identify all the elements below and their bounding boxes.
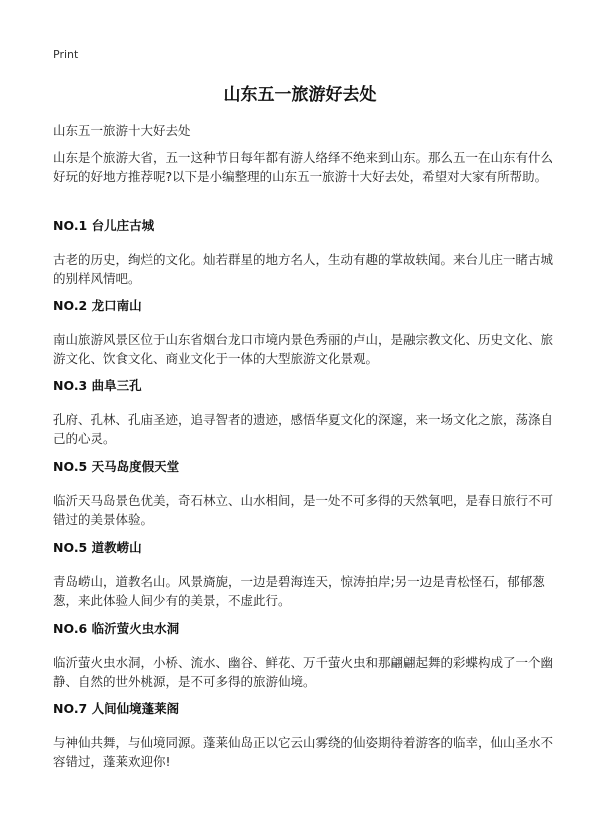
section-heading: NO.3 曲阜三孔 bbox=[53, 378, 142, 393]
section-body: 临沂天马岛景色优美，奇石林立、山水相间，是一处不可多得的天然氧吧，是春日旅行不可错过的美景体验。 bbox=[53, 493, 554, 527]
section-heading: NO.5 天马岛度假天堂 bbox=[53, 459, 180, 474]
print-link[interactable]: Print bbox=[53, 48, 79, 61]
section-item bbox=[53, 699, 553, 771]
section-item bbox=[53, 538, 553, 610]
section-heading: NO.1 台儿庄古城 bbox=[53, 218, 155, 233]
section-body: 青岛崂山，道教名山。风景旖旎，一边是碧海连天，惊涛拍岸;另一边是青松怪石，郁郁葱葱，来此体验人间少有的美景，不虚此行。 bbox=[53, 574, 545, 608]
section-heading: NO.7 人间仙境蓬莱阁 bbox=[53, 701, 180, 716]
section-body: 南山旅游风景区位于山东省烟台龙口市境内景色秀丽的卢山，是融宗教文化、历史文化、旅游文化、饮食文化、商业文化于一体的大型旅游文化景观。 bbox=[53, 332, 554, 366]
section-item bbox=[53, 216, 553, 288]
section-body: 古老的历史，绚烂的文化。灿若群星的地方名人，生动有趣的掌故轶闻。来台儿庄一睹古城的别样风情吧。 bbox=[53, 252, 554, 286]
section-item bbox=[53, 296, 553, 368]
section-item bbox=[53, 457, 553, 529]
page-subtitle: 山东五一旅游十大好去处 bbox=[53, 123, 191, 138]
section-body: 孔府、孔林、孔庙圣迹，追寻智者的遗迹，感悟华夏文化的深邃，来一场文化之旅，荡涤自己的心灵。 bbox=[53, 412, 554, 446]
section-item bbox=[53, 619, 553, 691]
section-body: 与神仙共舞，与仙境同源。蓬莱仙岛正以它云山雾绕的仙姿期待着游客的临幸，仙山圣水不容错过，蓬莱欢迎你! bbox=[53, 735, 554, 769]
section-heading: NO.2 龙口南山 bbox=[53, 298, 142, 313]
intro-paragraph: 山东是个旅游大省，五一这种节日每年都有游人络绎不绝来到山东。那么五一在山东有什么好玩的好地方推荐呢?以下是小编整理的山东五一旅游十大好去处，希望对大家有所帮助。 bbox=[53, 150, 554, 184]
section-item bbox=[53, 376, 553, 448]
section-heading: NO.6 临沂萤火虫水洞 bbox=[53, 621, 180, 636]
page-title: 山东五一旅游好去处 bbox=[223, 85, 377, 105]
section-body: 临沂萤火虫水洞，小桥、流水、幽谷、鲜花、万千萤火虫和那翩翩起舞的彩蝶构成了一个幽静、自然的世外桃源，是不可多得的旅游仙境。 bbox=[53, 655, 554, 689]
section-heading: NO.5 道教崂山 bbox=[53, 540, 142, 555]
